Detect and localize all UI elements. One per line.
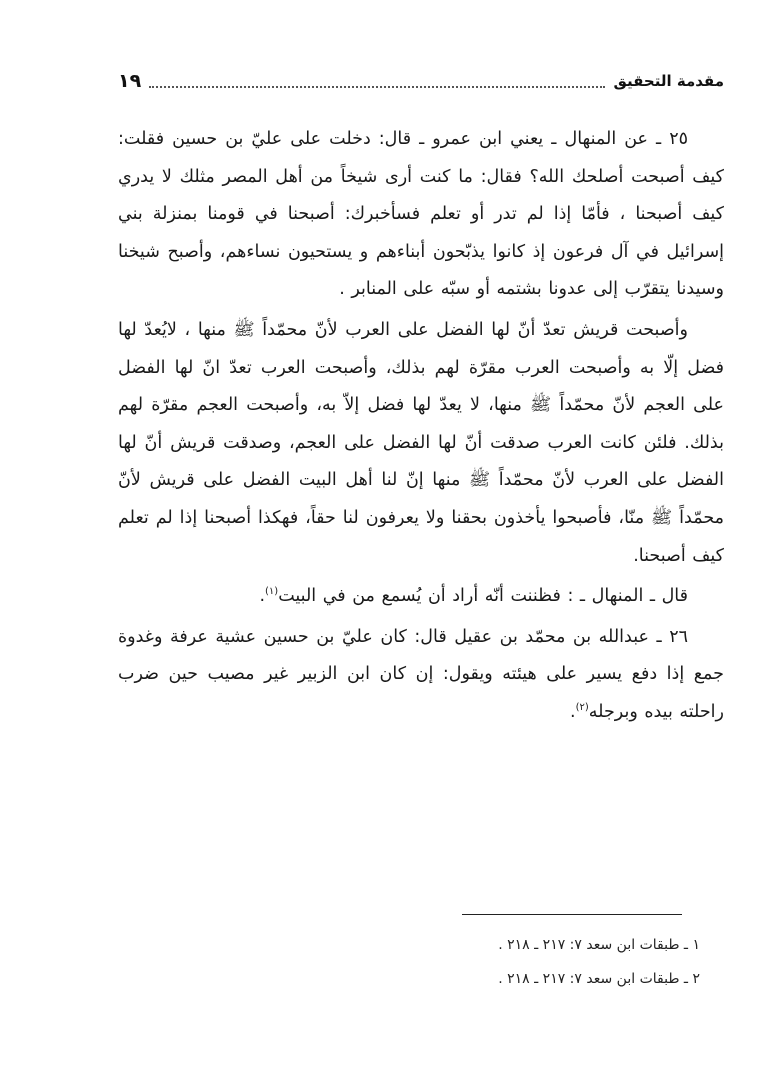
paragraph-25 bbox=[118, 121, 724, 309]
dot-leader bbox=[149, 74, 605, 88]
page-number: ١٩ bbox=[118, 70, 142, 92]
paragraph-26 bbox=[118, 619, 724, 732]
paragraph-text: ٢٥ ـ عن المنهال ـ يعني ابن عمرو ـ قال: دخلت على عليّ بن حسين فقلت: كيف أصبحت أصلحك الله؟ فقال: ما كنت أرى شيخاً من أهل المصر مثلك لا يدري كيف أصبحنا ، فأمّا إذا لم تدر أو تعلم فسأخبرك: أصبحنا في قومنا بمنزلة بني إسرائيل في آل فرعون إذ كانوا يذبّحون أبناءهم و يستحيون نساءهم، وأصبح شيخنا وسيدنا يتقرّب إلى عدونا بشتمه أو سبّه على المنابر . bbox=[118, 129, 724, 300]
paragraph-text: قال ـ المنهال ـ : فظننت أنّه أراد أن يُسمع من في البيت bbox=[278, 586, 688, 607]
paragraph-text: ٢٦ ـ عبدالله بن محمّد بن عقيل قال: كان عليّ بن حسين عشية عرفة وغدوة جمع إذا دفع يسير على هيئته ويقول: إن كان ابن الزبير غير مصيب حين ضرب راحلته بيده وبرجله bbox=[118, 626, 724, 722]
footnote-separator bbox=[462, 914, 682, 915]
footnote-marker-1[interactable]: (١) bbox=[265, 586, 279, 598]
footnote-2: ٢ ـ طبقات ابن سعد ٧: ٢١٧ ـ ٢١٨ . bbox=[498, 971, 700, 987]
paragraph-minhal-said bbox=[118, 578, 724, 616]
footnote-1: ١ ـ طبقات ابن سعد ٧: ٢١٧ ـ ٢١٨ . bbox=[498, 937, 700, 953]
paragraph-text: وأصبحت قريش تعدّ أنّ لها الفضل على العرب لأنّ محمّداً ﷺ منها ، لايُعدّ لها فضل إلّا به وأصبحت العرب مقرّة لهم بذلك، وأصبحت العرب تعدّ انّ لها الفضل على العجم لأنّ محمّداً ﷺ منها، لا يعدّ لها فضل إلاّ به، وأصبحت العجم مقرّة لهم بذلك. فلئن كانت العرب صدقت أنّ لها الفضل على العجم، وصدقت قريش أنّ لها الفضل على العرب لأنّ محمّداً ﷺ منها إنّ لنا أهل البيت الفضل على قريش لأنّ محمّداً ﷺ منّا، فأصبحوا يأخذون بحقنا ولا يعرفون لنا حقاً، فهكذا أصبحنا إذا لم تعلم كيف أصبحنا. bbox=[118, 319, 724, 566]
paragraph-quraysh bbox=[118, 312, 724, 575]
paragraph-end: . bbox=[570, 701, 576, 722]
paragraph-end: . bbox=[259, 586, 266, 607]
footnotes bbox=[118, 928, 700, 996]
running-head bbox=[118, 66, 724, 96]
body-text bbox=[118, 121, 724, 732]
running-head-title: مقدمة التحقيق bbox=[613, 72, 724, 90]
footnote-marker-2[interactable]: (٢) bbox=[575, 702, 589, 714]
